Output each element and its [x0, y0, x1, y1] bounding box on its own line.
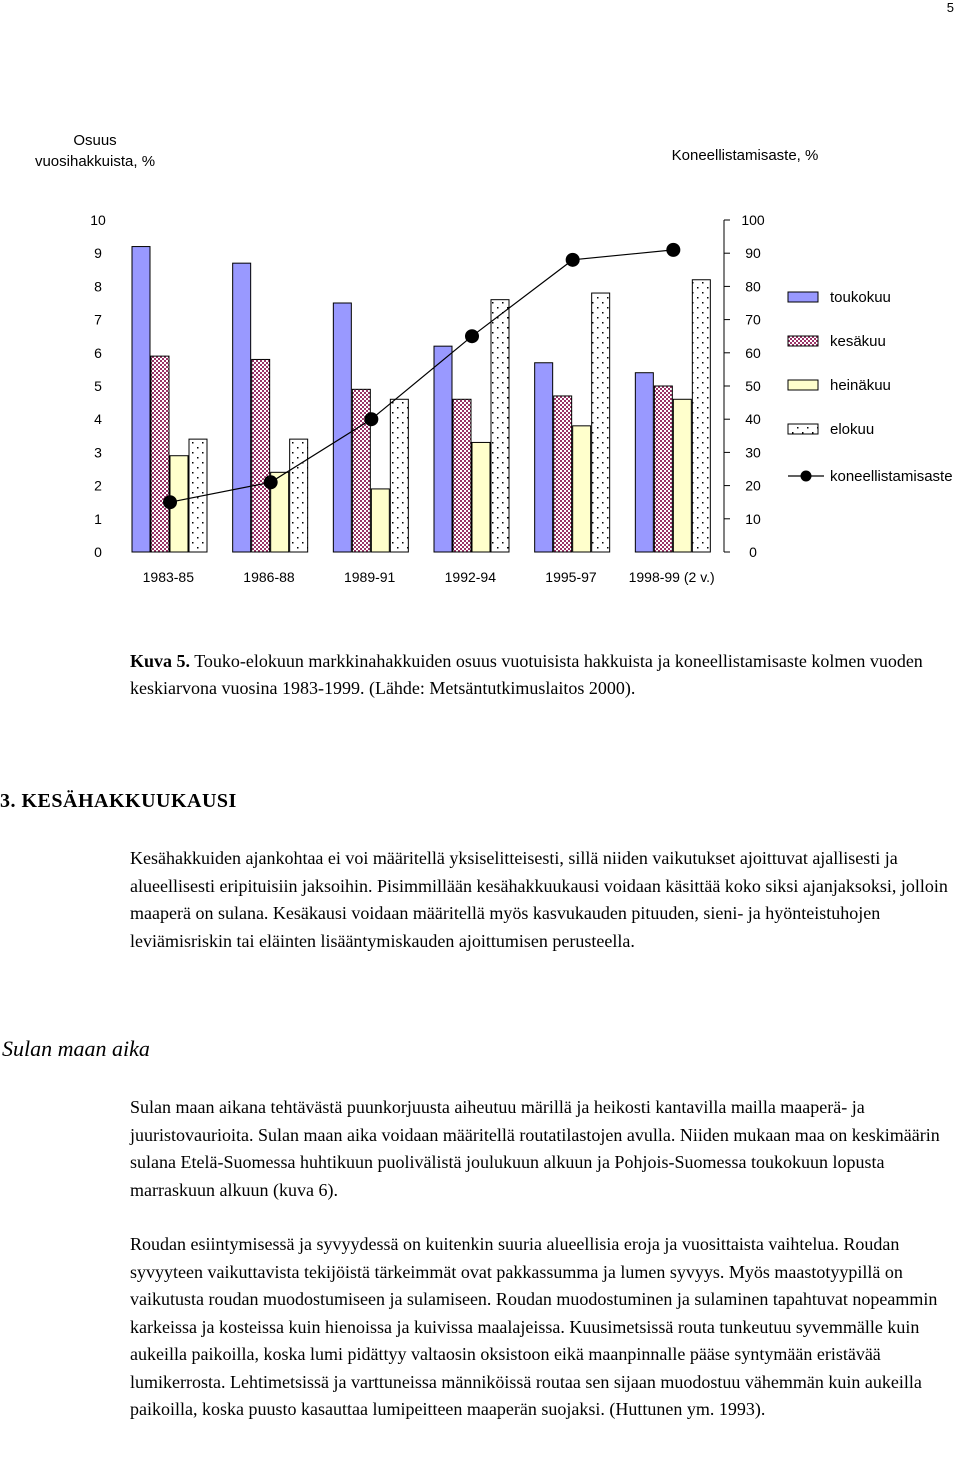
bar-elokuu	[491, 300, 509, 552]
paragraph-1: Sulan maan aikana tehtävästä puunkorjuusta aiheutuu märillä ja heikosti kantavilla mailla maaperä- ja juuristovaurioita. Sulan maan aika voidaan määritellä routatilastojen avulla. Niiden mukaan maa on keskimäärin sulana Etelä-Suomessa huhtikuun puolivälistä joulukuun alkuun ja Pohjois-Suomessa toukokuun lopusta marraskuun alkuun (kuva 6).	[130, 1097, 940, 1200]
legend-label: heinäkuu	[830, 377, 891, 394]
bar-toukokuu	[132, 247, 150, 552]
y-tick-label: 1	[94, 510, 102, 527]
bar-kesäkuu	[453, 399, 471, 552]
bar-elokuu	[592, 293, 610, 552]
bar-kesäkuu	[252, 359, 270, 552]
x-tick-label: 1986-88	[243, 569, 295, 585]
x-tick-label: 1995-97	[545, 569, 597, 585]
section-heading: 3. KESÄHAKKUUKAUSI	[0, 790, 237, 812]
legend-label: elokuu	[830, 421, 875, 438]
figure-chart	[0, 200, 960, 600]
bar-kesäkuu	[554, 396, 572, 552]
bar-kesäkuu	[654, 386, 672, 552]
legend-label: koneellistamisaste	[830, 468, 953, 485]
x-tick-label: 1983-85	[142, 569, 195, 585]
bar-heinäkuu	[472, 442, 490, 552]
line-point	[666, 243, 680, 257]
y2-tick-label: 10	[745, 510, 761, 527]
line-point	[264, 475, 278, 489]
line-point	[163, 495, 177, 509]
paragraph-2: Roudan esiintymisessä ja syvyydessä on kuitenkin suuria alueellisia eroja ja vuosittaista vaihtelua. Roudan syvyyteen vaikuttavista tekijöistä tärkeimmät ovat pakkassumma ja lumen syvyys. Myös maastotyypillä on vaikutusta roudan muodostumiseen ja sulamiseen. Roudan muodostuminen ja sulaminen tapahtuvat nopeammin karkeissa ja kosteissa kuin hienoissa ja kuivissa maalajeissa. Kuusimetsissä routa tunkeutuu syvemmälle kuin aukeilla paikoilla, koska lumi pidättyy valtaosin oksistoon eikä maanpinnalle pääse syntymään eristävää lumikerrosta. Lehtimetsissä ja varttuneissa männiköissä routaa sen sijaan muodostuu vähemmän kuin aukeilla paikoilla, koska puusto kasauttaa lumipeitteen maaperän suojaksi. (Huttunen ym. 1993).	[130, 1234, 938, 1419]
line-point	[566, 253, 580, 267]
legend-swatch-kesäkuu	[788, 336, 818, 346]
y-tick-label: 0	[94, 544, 102, 560]
y-tick-label: 3	[94, 444, 102, 461]
bar-toukokuu	[535, 363, 553, 552]
bar-heinäkuu	[573, 426, 591, 552]
x-tick-label: 1998-99 (2 v.)	[628, 569, 715, 585]
caption-label: Kuva 5.	[130, 651, 191, 671]
section-paragraph: Kesähakkuiden ajankohtaa ei voi määritellä yksiselitteisesti, sillä niiden vaikutukset ajoittuvat ajallisesti ja alueellisesti eripituisiin jaksoihin. Pisimmillään kesähakkuukausi voidaan käsittää koko siksi ajanjaksoksi, jolloin maaperä on sulana. Kesäkausi voidaan määritellä myös kasvukauden pituuden, sieni- ja hyönteistuhojen leviämisriskin tai eläinten lisääntymiskauden ajoittumisen perusteella.	[130, 848, 948, 951]
bar-kesäkuu	[151, 356, 169, 552]
y2-tick-label: 0	[749, 544, 757, 560]
left-axis-title: Osuus vuosihakkuista, %	[34, 132, 156, 170]
bar-heinäkuu	[673, 399, 691, 552]
bar-elokuu	[290, 439, 308, 552]
y2-tick-label: 90	[745, 245, 761, 262]
line-point	[465, 329, 479, 343]
bar-elokuu	[692, 280, 710, 552]
legend-label: kesäkuu	[830, 333, 886, 350]
y-tick-label: 7	[94, 311, 102, 328]
bar-heinäkuu	[371, 489, 389, 552]
y2-tick-label: 70	[745, 311, 761, 328]
y2-tick-label: 30	[745, 444, 761, 461]
figure-caption	[130, 648, 950, 702]
bar-toukokuu	[233, 263, 251, 552]
x-tick-label: 1989-91	[343, 569, 396, 585]
caption-text: Touko-elokuun markkinahakkuiden osuus vuotuisista hakkuista ja koneellistamisaste kolmen vuoden keskiarvona vuosina 1983-1999. (Lähde: Metsäntutkimuslaitos 2000).	[130, 651, 923, 698]
y2-tick-label: 20	[745, 477, 761, 494]
side-heading: Sulan maan aika	[2, 1036, 150, 1061]
bar-toukokuu	[434, 346, 452, 552]
bar-toukokuu	[635, 373, 653, 552]
right-axis-title: Koneellistamisaste, %	[671, 147, 819, 164]
y-tick-label: 8	[94, 278, 102, 295]
legend-swatch-toukokuu	[788, 292, 818, 302]
legend-swatch-heinäkuu	[788, 380, 818, 390]
line-point	[364, 412, 378, 426]
y2-tick-label: 50	[745, 378, 761, 394]
bar-toukokuu	[333, 303, 351, 552]
legend-swatch-elokuu	[788, 424, 818, 434]
y2-tick-label: 60	[745, 344, 761, 361]
legend-label: toukokuu	[830, 289, 891, 306]
page-number: 5	[946, 0, 954, 15]
y-tick-label: 9	[94, 245, 102, 262]
bar-elokuu	[390, 399, 408, 552]
y-tick-label: 2	[94, 477, 102, 494]
y-tick-label: 6	[94, 344, 102, 361]
y2-tick-label: 40	[745, 411, 761, 428]
y2-tick-label: 80	[745, 278, 761, 295]
y-tick-label: 5	[94, 378, 102, 394]
legend-line-marker	[801, 471, 812, 482]
y2-tick-label: 100	[741, 212, 765, 228]
y-tick-label: 4	[94, 411, 102, 428]
y-tick-label: 10	[90, 212, 106, 228]
x-tick-label: 1992-94	[444, 569, 497, 585]
